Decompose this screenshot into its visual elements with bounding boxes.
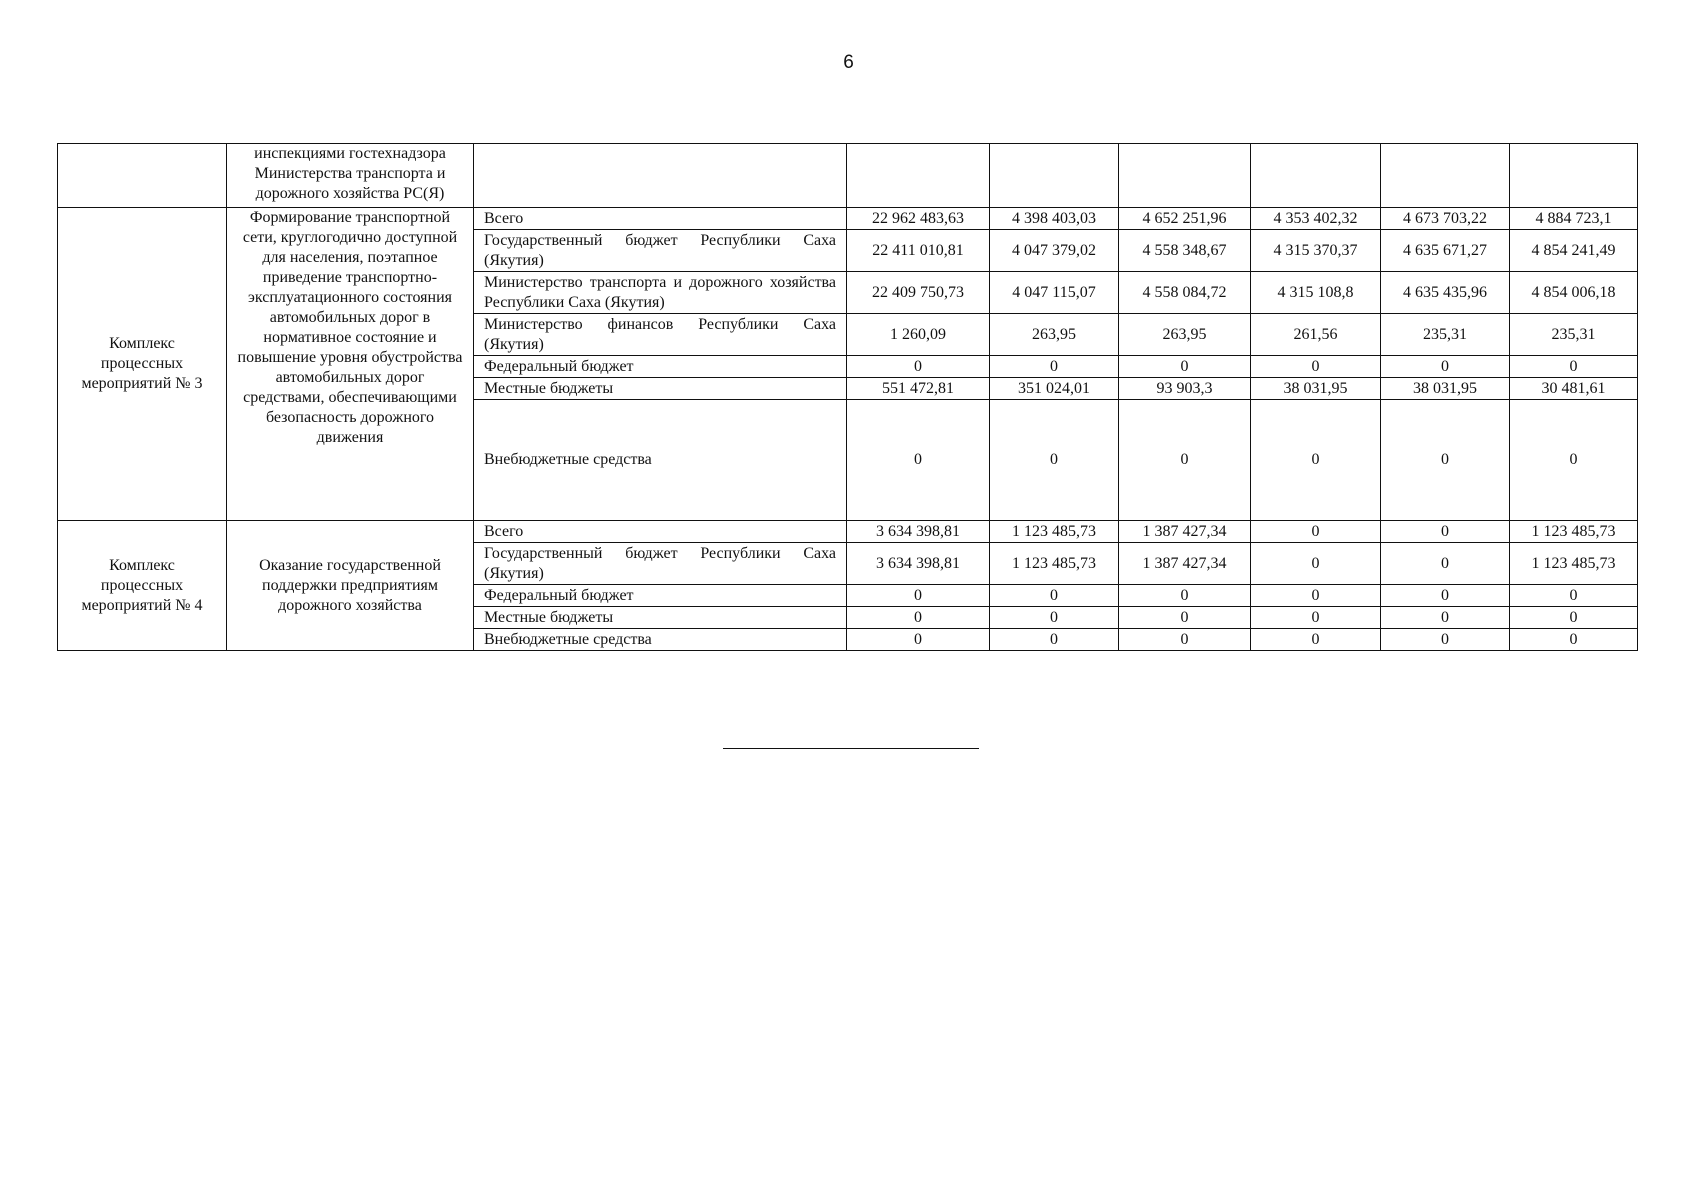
value-cell: 4 398 403,03 [990, 208, 1119, 230]
value-cell: 0 [1381, 543, 1510, 585]
source-cell: Местные бюджеты [474, 378, 847, 400]
value-cell: 0 [1381, 629, 1510, 651]
source-cell: Федеральный бюджет [474, 585, 847, 607]
value-cell: 0 [990, 356, 1119, 378]
value-cell: 1 123 485,73 [1510, 521, 1638, 543]
value-cell: 0 [847, 607, 990, 629]
value-cell: 0 [1119, 629, 1251, 651]
source-cell [474, 144, 847, 208]
table-row [58, 208, 1638, 230]
measure-cell: Формирование транспортной сети, круглогодично доступной для населения, поэтапное приведение транспортно-эксплуатационного состояния автомобильных дорог в нормативное состояние и повышение уровня обустройства автомобильных дорог средствами, обеспечивающими безопасность дорожного движения [227, 208, 474, 521]
value-cell: 0 [1510, 400, 1638, 521]
group-cell [58, 144, 227, 208]
value-cell: 0 [1119, 400, 1251, 521]
value-cell: 0 [1381, 356, 1510, 378]
value-cell: 0 [1119, 585, 1251, 607]
value-cell: 1 123 485,73 [1510, 543, 1638, 585]
value-cell: 4 652 251,96 [1119, 208, 1251, 230]
value-cell: 351 024,01 [990, 378, 1119, 400]
value-cell: 0 [1510, 585, 1638, 607]
value-cell: 263,95 [990, 314, 1119, 356]
value-cell: 4 635 435,96 [1381, 272, 1510, 314]
value-cell: 0 [1251, 607, 1381, 629]
value-cell [847, 144, 990, 208]
value-cell: 0 [847, 356, 990, 378]
value-cell: 38 031,95 [1381, 378, 1510, 400]
footer-divider [723, 748, 979, 749]
measure-cell: инспекциями гостехнадзора Министерства транспорта и дорожного хозяйства РС(Я) [227, 144, 474, 208]
table-row [58, 144, 1638, 208]
source-cell: Местные бюджеты [474, 607, 847, 629]
value-cell: 261,56 [1251, 314, 1381, 356]
value-cell: 0 [990, 585, 1119, 607]
value-cell: 4 673 703,22 [1381, 208, 1510, 230]
source-cell: Федеральный бюджет [474, 356, 847, 378]
table-row [58, 521, 1638, 543]
measure-cell: Оказание государственной поддержки предприятиям дорожного хозяйства [227, 521, 474, 651]
value-cell: 4 635 671,27 [1381, 230, 1510, 272]
source-cell: Всего [474, 208, 847, 230]
value-cell: 0 [1510, 607, 1638, 629]
source-cell: Министерство финансов Республики Саха (Якутия) [474, 314, 847, 356]
value-cell: 235,31 [1510, 314, 1638, 356]
value-cell: 3 634 398,81 [847, 521, 990, 543]
value-cell: 0 [1251, 629, 1381, 651]
value-cell: 1 123 485,73 [990, 521, 1119, 543]
value-cell [1119, 144, 1251, 208]
value-cell: 235,31 [1381, 314, 1510, 356]
value-cell: 0 [1251, 356, 1381, 378]
value-cell: 22 411 010,81 [847, 230, 990, 272]
value-cell: 3 634 398,81 [847, 543, 990, 585]
value-cell: 1 260,09 [847, 314, 990, 356]
value-cell: 0 [990, 607, 1119, 629]
value-cell: 0 [1381, 521, 1510, 543]
value-cell: 0 [990, 400, 1119, 521]
value-cell: 0 [1251, 585, 1381, 607]
value-cell: 4 854 241,49 [1510, 230, 1638, 272]
value-cell: 4 558 348,67 [1119, 230, 1251, 272]
value-cell: 4 315 370,37 [1251, 230, 1381, 272]
value-cell: 4 353 402,32 [1251, 208, 1381, 230]
source-cell: Внебюджетные средства [474, 629, 847, 651]
value-cell: 4 315 108,8 [1251, 272, 1381, 314]
page-number: 6 [843, 52, 854, 73]
value-cell: 551 472,81 [847, 378, 990, 400]
value-cell: 1 387 427,34 [1119, 543, 1251, 585]
value-cell: 0 [1251, 400, 1381, 521]
value-cell: 0 [1381, 400, 1510, 521]
value-cell: 0 [1381, 607, 1510, 629]
value-cell: 4 558 084,72 [1119, 272, 1251, 314]
value-cell: 0 [1251, 521, 1381, 543]
value-cell [1251, 144, 1381, 208]
value-cell: 1 123 485,73 [990, 543, 1119, 585]
value-cell [990, 144, 1119, 208]
value-cell: 263,95 [1119, 314, 1251, 356]
value-cell: 38 031,95 [1251, 378, 1381, 400]
source-cell: Министерство транспорта и дорожного хозяйства Республики Саха (Якутия) [474, 272, 847, 314]
value-cell: 0 [990, 629, 1119, 651]
budget-table-body [58, 144, 1638, 651]
value-cell: 0 [1119, 607, 1251, 629]
source-cell: Всего [474, 521, 847, 543]
value-cell: 1 387 427,34 [1119, 521, 1251, 543]
value-cell: 0 [1119, 356, 1251, 378]
budget-table [57, 143, 1638, 651]
value-cell: 0 [847, 585, 990, 607]
value-cell: 4 047 115,07 [990, 272, 1119, 314]
value-cell: 4 854 006,18 [1510, 272, 1638, 314]
value-cell [1510, 144, 1638, 208]
value-cell: 30 481,61 [1510, 378, 1638, 400]
value-cell: 0 [1510, 629, 1638, 651]
value-cell: 22 409 750,73 [847, 272, 990, 314]
value-cell: 0 [1381, 585, 1510, 607]
value-cell: 22 962 483,63 [847, 208, 990, 230]
value-cell: 0 [1510, 356, 1638, 378]
value-cell: 4 047 379,02 [990, 230, 1119, 272]
source-cell: Государственный бюджет Республики Саха (Якутия) [474, 543, 847, 585]
group-cell: Комплекс процессных мероприятий № 3 [58, 208, 227, 521]
source-cell: Государственный бюджет Республики Саха (Якутия) [474, 230, 847, 272]
value-cell: 93 903,3 [1119, 378, 1251, 400]
group-cell: Комплекс процессных мероприятий № 4 [58, 521, 227, 651]
value-cell: 0 [847, 400, 990, 521]
value-cell: 4 884 723,1 [1510, 208, 1638, 230]
value-cell [1381, 144, 1510, 208]
source-cell: Внебюджетные средства [474, 400, 847, 521]
value-cell: 0 [1251, 543, 1381, 585]
value-cell: 0 [847, 629, 990, 651]
